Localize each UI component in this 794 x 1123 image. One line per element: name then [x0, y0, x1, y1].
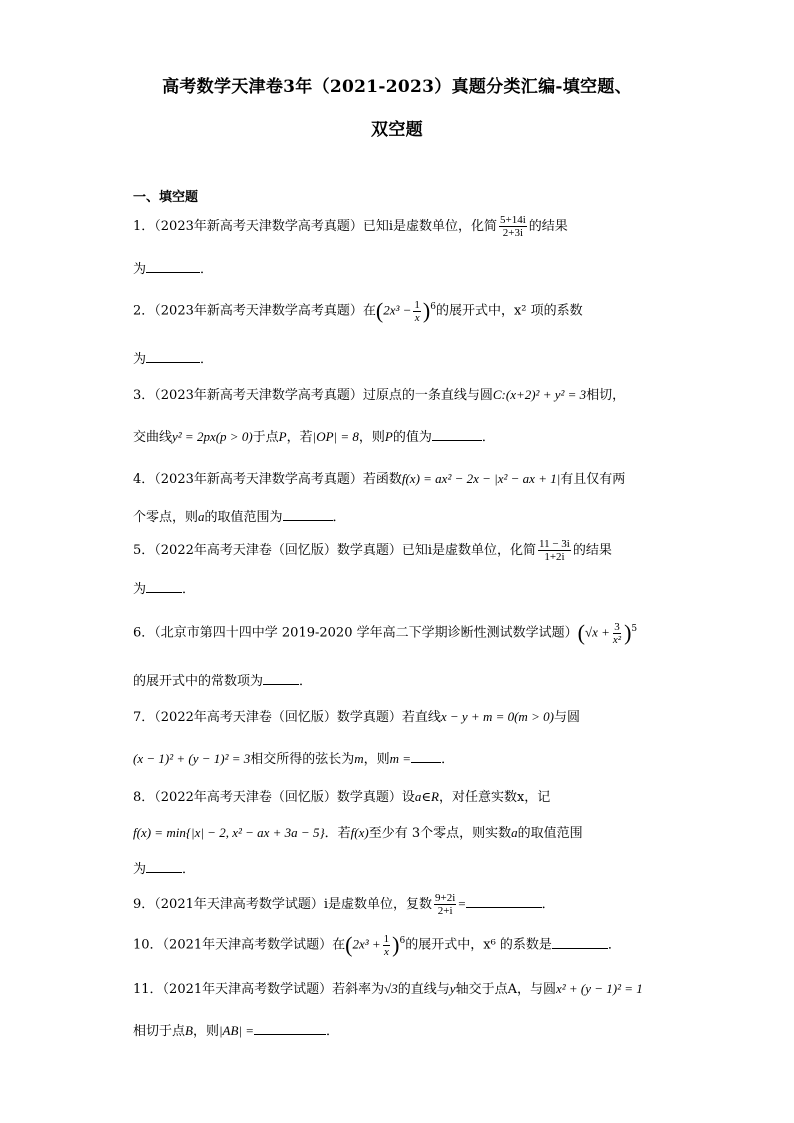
section-heading: 一、填空题	[133, 190, 199, 205]
question-2-line2: 为 ．	[133, 352, 214, 367]
question-3: 3．（2023年新高考天津数学高考真题）过原点的一条直线与圆C:(x+2)² + y² = 3相切，	[133, 387, 626, 403]
question-5-line2: 为 ．	[133, 582, 196, 597]
question-7: 7．（2022年高考天津卷（回忆版）数学真题）若直线x − y + m = 0(m > 0)与圆	[133, 709, 580, 725]
question-4-line2: 个零点，则a的取值范围为 ．	[133, 509, 346, 525]
question-11-line2: 相切于点B，则|AB| = ．	[133, 1023, 340, 1039]
question-6-line2: 的展开式中的常数项为 ．	[133, 674, 313, 689]
question-8-line3: 为 ．	[133, 862, 196, 877]
question-8: 8．（2022年高考天津卷（回忆版）数学真题）设a∈R，对任意实数x，记	[133, 789, 551, 805]
answer-blank[interactable]	[146, 581, 182, 593]
question-11: 11．（2021年天津高考数学试题）若斜率为√3的直线与y轴交于点A，与圆x² + (y − 1)² = 1	[133, 981, 643, 997]
answer-blank[interactable]	[466, 896, 542, 908]
question-9: 9．（2021年天津高考数学试题）i是虚数单位，复数 $\frac{9+2i}{2+i}$ = ．	[133, 892, 555, 917]
question-5: 5．（2022年高考天津卷（回忆版）数学真题）已知i是虚数单位，化简 $\frac{11 - 3i}{1+2i}$ 的结果	[133, 538, 612, 563]
answer-blank[interactable]	[432, 429, 482, 441]
question-3-line2: 交曲线y² = 2px(p > 0)于点P，若|OP| = 8，则P的值为 ．	[133, 429, 495, 445]
answer-blank[interactable]	[146, 861, 182, 873]
fraction: $\frac{5+14i}{2+3i}$	[500, 214, 526, 239]
page-title: 高考数学天津卷3年（2021-2023）真题分类汇编-填空题、	[162, 77, 632, 97]
question-10: 10．（2021年天津高考数学试题）在(2x³ + $\frac{1}{x}$ )$^6$的展开式中，x⁶ 的系数是 ．	[133, 932, 621, 958]
question-6: 6．（北京市第四十四中学 2019-2020 学年高二下学期诊断性测试数学试题）(√x + $\frac{3}{\text{x²}}$ )$^5$	[133, 620, 638, 646]
question-2: 2．（2023年新高考天津数学高考真题）在(2x³ − $\frac{1}{x}$ )$^6$的展开式中，x² 项的系数	[133, 298, 583, 324]
question-1-line2: 为 ．	[133, 262, 214, 277]
answer-blank[interactable]	[411, 751, 441, 763]
answer-blank[interactable]	[283, 509, 333, 521]
page-title-line2: 双空题	[371, 120, 423, 140]
answer-blank[interactable]	[146, 351, 200, 363]
answer-blank[interactable]	[552, 937, 608, 949]
answer-blank[interactable]	[254, 1023, 326, 1035]
question-7-line2: (x − 1)² + (y − 1)² = 3相交所得的弦长为m，则m = ．	[133, 751, 455, 767]
answer-blank[interactable]	[146, 261, 200, 273]
question-1: 1．（2023年新高考天津数学高考真题）已知i是虚数单位，化简 $\frac{5+14i}{2+3i}$ 的结果	[133, 214, 568, 239]
answer-blank[interactable]	[263, 673, 299, 685]
question-4: 4．（2023年新高考天津数学高考真题）若函数f(x) = ax² − 2x − |x² − ax + 1|有且仅有两	[133, 471, 626, 487]
question-8-line2: f(x) = min{|x| − 2, x² − ax + 3a − 5}．若f(x)至少有 3个零点，则实数a的取值范围	[133, 825, 583, 841]
